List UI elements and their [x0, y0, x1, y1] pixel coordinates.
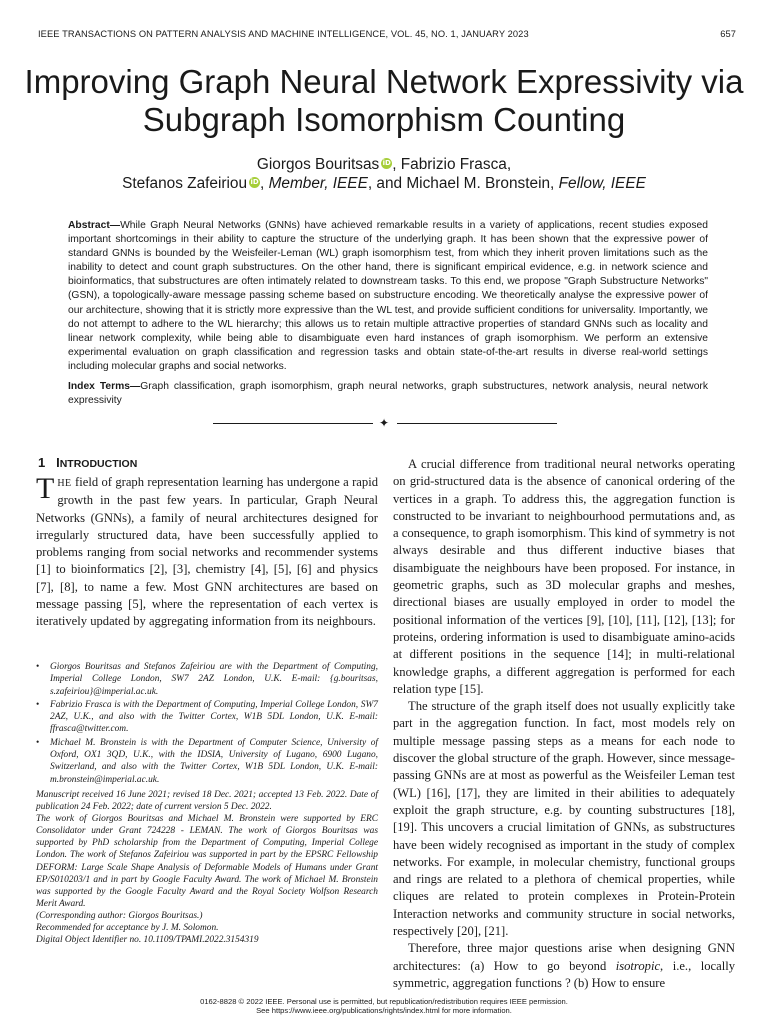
- orcid-icon[interactable]: iD: [250, 178, 259, 186]
- section-divider: [213, 416, 557, 430]
- authors-line-2: [20, 174, 748, 194]
- right-paragraph-3-b: , i.e., locally symmetric, aggregation functions ? (b) How to ensure: [393, 958, 735, 990]
- intro-paragraph-1: [36, 474, 378, 631]
- corresponding-author: (Corresponding author: Giorgos Bouritsas.): [36, 910, 203, 921]
- copyright-line-1: 0162-8828 © 2022 IEEE. Personal use is permitted, but republication/redistribution requires IEEE permission.: [200, 997, 568, 1006]
- right-column: [393, 456, 735, 992]
- section-heading: [38, 455, 137, 470]
- manuscript-info: [36, 789, 378, 946]
- index-terms: [68, 380, 708, 408]
- section-number: 1: [38, 455, 46, 470]
- abstract: [68, 219, 708, 374]
- lead-smallcaps: HE: [57, 478, 72, 489]
- running-header: [38, 29, 736, 39]
- affiliation-footnotes: [36, 661, 378, 786]
- abstract-label: Abstract—: [68, 220, 121, 231]
- author-bouritsas: Giorgos Bouritsas: [256, 156, 380, 173]
- right-paragraph-2: The structure of the graph itself does not usually explicitly take part in the aggregation function. In fact, most models rely on multiple message passing steps as a means for each node to discover the global structure of the graph. However, since message-passing GNNs are at most as powerful as the Weisfeiler Leman test (WL) [16], [17], they are limited in their abilities to adequately exploit the graph structure, e.g. by counting substructures [18], [19]. This uncovers a crucial limitation of GNNs, as substructures have been widely recognised as important in the study of complex networks. For example, in molecular chemistry, functional groups and rings are related to a plethora of chemical properties, while cliques are related to protein complexes in Protein-Protein Interaction networks and community structure in social networks, respectively [20], [21].: [393, 699, 735, 939]
- fellow-ieee: Fellow, IEEE: [558, 175, 646, 192]
- divider-line-right: [397, 423, 557, 424]
- isotropic-term: isotropic: [615, 958, 661, 973]
- abstract-text: While Graph Neural Networks (GNNs) have achieved remarkable results in a variety of applications, recent studies exposed important shortcomings in their ability to capture the structure of the underlying graph. It has been shown that the expressive power of standard GNNs is bounded by the Weisfeiler-Leman (WL) graph isomorphism test, from which they inherit proven limitations such as the inability to detect and count graph substructures. On the other hand, there is significant empirical evidence, e.g. in network science and bioinformatics, that substructures are often intimately related to downstream tasks. To this end, we propose "Graph Substructure Networks" (GSN), a topologically-aware message passing scheme based on substructure encoding. We theoretically analyse the expressive power of our architecture, showing that it is strictly more expressive than the WL test, and provide sufficient conditions for universality. Importantly, we do not attempt to adhere to the WL hierarchy; this allows us to retain multiple attractive properties of standard GNNs such as locality and linear network complexity, while being able to disambiguate even hard instances of graph isomorphism. We perform an extensive experimental evaluation on graph classification and regression tasks and obtain state-of-the-art results in diverse real-world settings including molecular graphs and social networks.: [68, 220, 708, 372]
- diamond-icon: ✦: [379, 416, 390, 430]
- author-frasca: , Fabrizio Frasca,: [392, 156, 512, 173]
- title-line-1: Improving Graph Neural Network Expressivity via: [24, 63, 744, 100]
- footnote-item: • Giorgos Bouritsas and Stefanos Zafeiriou are with the Department of Computing, Imperial College London, SW7 2AZ London, U.K. E-mail: {g.bouritsas, s.zafeiriou}@imperial.ac.uk.: [36, 661, 378, 698]
- doi[interactable]: Digital Object Identifier no. 10.1109/TPAMI.2022.3154319: [36, 935, 259, 946]
- orcid-icon[interactable]: iD: [382, 159, 391, 167]
- index-terms-text: Graph classification, graph isomorphism, graph neural networks, graph substructures, network analysis, neural network expressivity: [68, 381, 708, 407]
- right-paragraph-1: A crucial difference from traditional neural networks operating on grid-structured data is the absence of canonical ordering of the vertices in a graph. To address this, the aggregation function is constructed to be invariant to neighbourhood permutations and, as a consequence, to graph isomorphism. This kind of symmetry is not always desirable and thus different inductive biases that disambiguate the neighbours have been proposed. For instance, in geometric graphs, such as 3D molecular graphs and meshes, directional biases are usually employed in order to model the positional information of the vertices [9], [10], [11], [12], [13]; for proteins, ordering information is used to disambiguate amino-acids at different positions in the sequence [14]; in multi-relational knowledge graphs, a different aggregation is performed for each relation type [15].: [393, 457, 735, 696]
- divider-line-left: [213, 423, 373, 424]
- section-title-rest: NTRODUCTION: [59, 458, 138, 470]
- copyright-line-2[interactable]: See https://www.ieee.org/publications/rights/index.html for more information.: [256, 1006, 512, 1016]
- manuscript-received: Manuscript received 16 June 2021; revised 18 Dec. 2021; accepted 13 Feb. 2022. Date of publication 24 Feb. 2022; date of current version 5 Dec. 2022.: [36, 790, 378, 813]
- title-line-2: Subgraph Isomorphism Counting: [142, 101, 626, 138]
- dropcap: T: [36, 472, 55, 505]
- paper-title: [20, 63, 748, 139]
- section-title-initial: I: [56, 455, 60, 470]
- intro-paragraph-1-text: field of graph representation learning has undergone a rapid growth in the past few years. In particular, Graph Neural Networks (GNNs), a family of neural architectures designed for irregularly structured data, have been successfully applied to problems ranging from social networks and recommender systems [1] to bioinformatics [2], [3], chemistry [4], [5], [6] and physics [7], [8], to name a few. Most GNN architectures are based on message passing [5], where the representation of each vertex is iteratively updated by aggregating information from its neighbours.: [36, 475, 378, 629]
- right-paragraph-3-a: Therefore, three major questions arise when designing GNN architectures: (a) How to go beyond: [393, 941, 735, 973]
- footnote-item: • Michael M. Bronstein is with the Department of Computer Science, University of Oxford, OX1 3QD, U.K., with the IDSIA, University of Lugano, 6900 Lugano, Switzerland, and also with the Twitter Cortex, W1B 5DL London, U.K. E-mail: m.bronstein@imperial.ac.uk.: [36, 737, 378, 786]
- index-terms-label: Index Terms—: [68, 381, 141, 392]
- footnote-item: • Fabrizio Frasca is with the Department of Computing, Imperial College London, SW7 2AZ, U.K., and also with the Twitter Cortex, W1B 5DL London, U.K. E-mail: ffrasca@twitter.com.: [36, 699, 378, 736]
- right-paragraph-3: [393, 940, 735, 992]
- author-separator: ,: [260, 175, 269, 192]
- member-ieee: Member, IEEE: [268, 175, 368, 192]
- author-bronstein: , and Michael M. Bronstein,: [367, 175, 559, 192]
- copyright-footer: [20, 997, 748, 1016]
- recommended-by: Recommended for acceptance by J. M. Solomon.: [36, 923, 219, 934]
- left-column: [36, 474, 378, 631]
- funding-note: The work of Giorgos Bouritsas and Michael M. Bronstein were supported by ERC Consolidator under Grant 724228 - LEMAN. The work of Giorgos Bouritsas was supported by PhD scholarship from the Department of Computing, Imperial College London. The work of Stefanos Zafeiriou was supported in part by the EPSRC Fellowship DEFORM: Large Scale Shape Analysis of Deformable Models of Humans under Grant EP/S010203/1 and in part by Google Faculty Award. The work of Michael M. Bronstein was supported by the Google Faculty Award and the Royal Society Wolfson Research Merit Award.: [36, 814, 378, 909]
- page-number: 657: [720, 29, 736, 39]
- authors-line-1: [20, 155, 748, 175]
- journal-name: IEEE TRANSACTIONS ON PATTERN ANALYSIS AND MACHINE INTELLIGENCE, VOL. 45, NO. 1, JANUARY 2023: [38, 29, 529, 39]
- author-zafeiriou: Stefanos Zafeiriou: [122, 175, 248, 192]
